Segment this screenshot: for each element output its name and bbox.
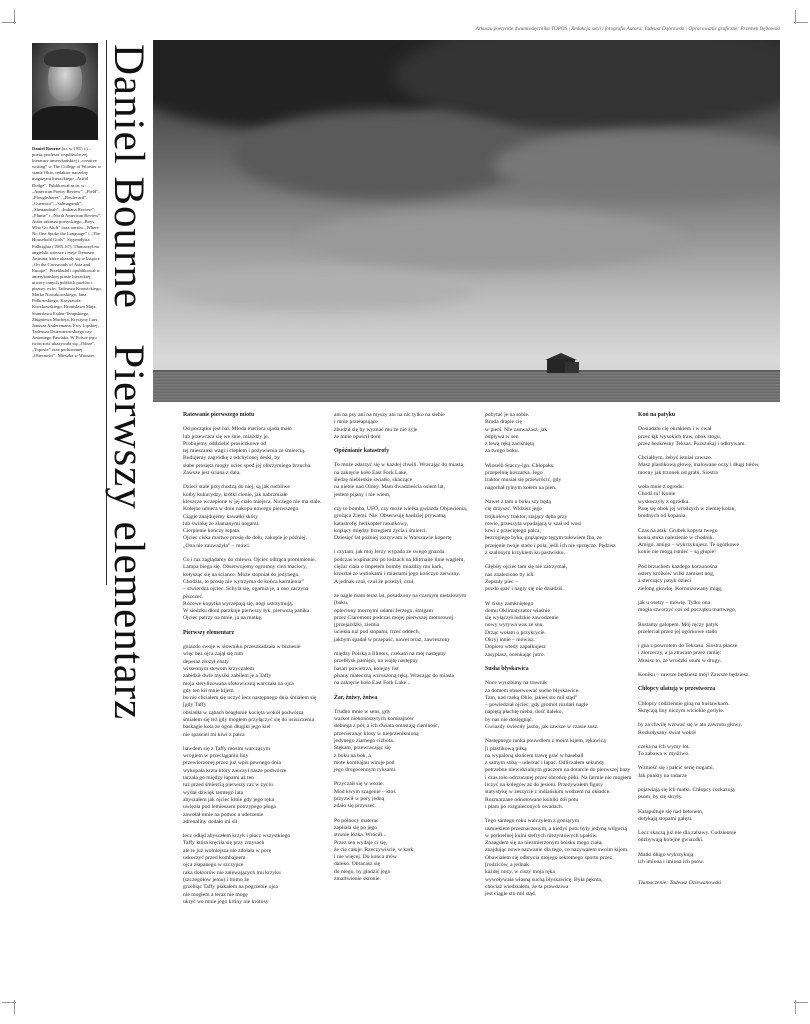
poem-stanza: Rustamy galopem. Mój ręczy patyk przeleciał przez jej ogórkowe stado [638,621,719,635]
text-column-4 [638,412,783,895]
poem-stanza: Katapultuje się nad betonem, dotykają stopami gałęzi. [638,808,704,822]
poem-title: Koń na patyku [638,412,676,418]
poem-stanza: Chciałbym, żebyś istniał zawsze. Masz plastikową głowę, malowane oczy i długi tułów, mocny jak trzonek od grabi. Siostra [638,455,760,476]
bio-author-name: Daniel Bourne [32,146,61,151]
poem-stanza: Trudno mnie w sens, gdy warkot niekonoszytych kombajnów dobiega z pól, a ich dwiata omastają ciemność, przecieranąc klosy w nieprzeniknioną jedynego ziarnego ciżbota. Stękam, przewracając się z boku na bok, a mote kombajnu wiruje pod jego drogocennym ryksami. [334,708,440,774]
poem-stanza: Wznieść się i pałcić serię nogami. Jak punkty na radarze [638,765,715,779]
poem-stanza: woła mnie z ogrodu: Chodź tu! Konie wyskoczyły z ogródka. Pasę się obok jej wrodzych w ziemię kolan, brudnych od kopania. [638,484,736,520]
poem-stanza: Dosiadam cię okrakiem i w cwał przez łąk wysokich traw, obok stogu, przez bezkresny Teksas. Pozszukaj i odkrywam. [638,426,746,447]
poem-stanza: hawdem się z Taffy mosim warczącym wrogiem w przeciąganiu liny przewlerzonej przez już wpis pewnego dnia wykopała krzta który zauczył nasze podwórze tarzała go między łapami aż ten tuż przed śmiercią pierwszy raz w życiu wydał dźwięk tamtego lata abyszałem jak ojciec kłnie gdy jego ręka uwięzła pod lemieszem potrzypego pługa zawołał mnie na pomoc a uderzenie adrenaliny dodało mi sił [183,745,287,825]
poem-stanza: i gna z powrotem do Teksasu. Siostra płacze i złorzeczy, a ja ztracam przez ramię: Musisz to, że wrodzki ssum w drugy. [638,643,738,664]
poem-stanza: Co i raz zaglądamy do chlewu. Ojciec odtrąca pronimienie. Lampa biega się. Obserwujemy ogromny cień maciory, kołysząc się na ściance. Może stopniał do jedynego. Chodźta, to prosię nie wytrzyma do końca karmienia” – stwierdza ojciec. Schyla się, ogarnia je, a ono zaczyna piszczeć. Różowe kopytka wyrzepają się, nogi ustrzymują. W siedzku dłoni parzkuje pierwszy łyk, pierwszą panika. Ojciec patrzy na mnie, ja na matkę. [183,557,316,622]
poem-stanza: pobytać je na sobie. Broda drapie cię w pierś. Nie zauważasz, jak odpływa w sen z lewą ręką zaciśniętą za twego boku. [485,412,548,455]
poem-title: Żar, żniwy, żniwa [334,694,378,701]
poem-stanza: Chłopcy codziennie giną na huśtawkach. Skręcają liny niczym wiciekle gorlyle. [638,700,730,714]
author-name-title: Daniel Bourne [105,44,152,309]
poem-stanza: gniazdo swoje w słowniku przeszkadzała w biznesie więc bez ojca zajął się nim deperaz złożył chaty wissennym stewom krzyczałem zabidził dwie mysiki zabilem je a Taffy moja sterylizowana sfotowiczną warczała na ojca gdy ten kił mnie kijem bo nie chciałem się uczyć lecz następnego dnia śmiałem się [gdy Taffy obsiadła w ząbach beagłonie kocięta wokół podwórza śmiałem się też gdy mogłem przyłączyć się do osiszczenia baskagie kota ze ogon długiki jego kiel nie spaściel mi kiwi z pałca [183,644,317,738]
poem-stanza: między Polską a Illinois, czekam na mój następny przebłysk pamięci, na wojtę następny hasari powietrza, kolejny list pisany mateczną wzruszoną ręką. Wracając do miasta na zakręcie koło East Fork Lake... [334,651,455,687]
poem-title: Susha błyskawica [485,665,529,672]
bio-text: (ur. w 1955 r.) – poeta, profesor współtwórczej literatury amerykańskiej i „creative writing” w The College of Wooster w stanie Ohio, redaktor naczelny magazynu literackiego „Artful Dodge”. Publikował m.in. w: „American Poetry Review”, „Field”, „Ploughshares”, „Boulevard”, „Guernica”, „Salmagundi”, „Shenandoah”, „Indiana Review”, „Plume” i „North American Review”. Autor arkusza poetyckiego „Boys Who Go Aloft” oraz tomów „Where No One Spoke the Language” i „The Household Gods”. Stypendysta Fulbrighta (1985–87). Tłumaczył na angielski wiersze i eseje Tomasza Jastruna, które ukazały się w książce „On the Crossroads of Asia and Europe”. Przekładał i opublikował w amerykańskiej prasie literackiej utwory innych polskich poetów i pisarzy, m.in. Tadeusza Konwickiego, Marka Nowakowskiego, Jana Polkowskiego, Krzysztofa Kuczkowskiego, Bronisława Maja, Stanisława Esden-Tempskiego, Zbigniewa Macheja, Krystyny Lars, Janusza Anderemana, Ewy Lipskiej, Tadeusza Dziewanowskiego czy Antoniego Pawlaka. W Polsce jego twórczość ukazywała się „Odrze”, „Toposie” oraz podstronnej „Obecności”. Mieszka w Wooster. [32,146,102,359]
poem-stanza: Od początku jest bal. Młoda maciora ujada mało lub przewraca się we śnie, miażdży je. Probujemy oddzielić prosiczkowe od tej mieszanki wagi i ciepłem i pożywienia ze śmiercią. Budujemy zagródkę z odchylonej deski, by słabe prosięta mogły uciec spod jej olbrzymiego brzucha. Zawsze jest ściana z dala. [183,426,312,477]
poem-stanza: Dzieci stale przychodzą do niej, są jak ruchliwe kolby kukurydzy, krótki cienie, jak nabrzmiałe kleszcze wczepione w jej ciało miejsca. Niczego nie ma stale. Kolejne umiera w dniu nakopu nowego pierwszego. Ciągłe znajdujemy kawałki skóry lub świnkę ze złamanymi nogami. Cierpienie kończy łopata. Ojciec ciska martwe prosię do dołu, zakopie je później. „Ona nie zauważyła” – mówi. [183,484,322,549]
poem-title: Ratowanie pierwszego miotu [183,412,255,418]
landscape-photo [153,40,780,402]
poem-title: Opóźnianie katastrofy [334,448,390,455]
poem-title: Chłopcy ulatują w przestworza [638,686,716,693]
poem-stanza: Po północy materac zapłiala się po jego stronie łóżka. Wróciłl... Przez sen wydaje ci się, że cię całuje. Rzeczywiście, w kark, i nie więcej. Do końca mów daleko. Obracasz się do niego, by gładzić jego zmartwienie skronie. [334,817,415,883]
text-column-2 [334,412,479,890]
poem-stanza: Następnego ranka pouwdlem z moim kijem, rękawicą [i plastikową piłką na wypaloną słońcem trawę grać w baseball z samym sobą – uderzać i łapać. Odliczałem sekundy potrzebne niewidzialnym graczom na dotarcie do pierwszej bazy i czas toło odrzucanej przez obrońcę piłki. Na farmie nie mogłem liczyć na kolegów aż do jesieni. Przeżywałem figury statystykę w zeszycie z indiańskim wodzem na okładce. Rozmarzane odnotowane ksiniki dół potu i plam po rozgnieconych owadach. [485,738,632,810]
author-bio [32,146,102,359]
crop-mark [794,22,808,23]
poem-stanza: Matki długo wykrzykują ich imiona i imiona ich psów. [638,851,705,866]
poem-stanza: ani na psy ani na myszy ani na nic tylko na siebie i mnie przełapujące zbudził się by wyznać mu że nie żyje że mnie opuścił dom [334,412,445,440]
poem-stanza: czy to bomba, UFO, czy może wielka gwiazda Objawienia, grożąca Ziemi. Nie. Obserwuję hardziej prywatną katastrofę: helikopter ratunkowy, krążący między brzegiem życia i śmierci. Dziesięć lat później rozrywam w Warszawie kopertę [334,505,468,542]
poem-stanza: Koniku – zawsze będziesz mój! Zawsze będziesz. [638,672,750,679]
poem-stanza: lecz odłąd abyszałem krzyk i płacz wszystkiego Taffy która kręciła się przy zmysach ale te już wolniejsza nie zdołała w porę uskoczyć przed kombajnem ojca złapanego w szczypce raka doktorów nie zalewających mu krzyku (szczegółów jemu) i mimo że grzebiąc Taffy płakałem na pogrzebie ojca nie mogłem a teraz nie mogę ukryć we mnie jego krtiny nie krótosy [183,833,291,905]
poem-stanza: Noce wyuzbimy na trawnik za domem obserwować suche błyskawice. Tam, nad rzeką Ohio, jakieś sto mil stąd” – powiedział ojciec, gdy gromot rozdarł nagle napiętą płachtę nieba, dość daleko, by nas nie dosięgnąć. Gwiazdy świeciły jasno, jak zawsze w czasie susz. [485,680,599,730]
poem-stanza: Nawet z tam u boku szy będą cię drzyszć. Widzisz jego trójkołowy traktor, stający dęba przy rowie, przeszyta wpadającą w szał od wosi krwi z przeciętego palca, bezrogiego byka, grążącego tęgym tułowiem fba, ze przejęnie twoje stado i pola, jeśli ich nie sprzęcze. Pędzisz z szalonym krzykiem ku pastwisku. [485,498,616,557]
poem-stanza: jak u osetry – mówię. Tylko ona mogła stworzyć coś od początku martwego, [638,599,737,614]
poem-stanza: by za chwilę wzrwać się w ato zawrotu głowy. Rozkołysany świat wokół [638,722,743,736]
poem-stanza: pojawiają się ich matki. Chłopcy rozkazują psom, by się skryły. [638,786,735,801]
poem-stanza: i czytam, jak mój Jerzy wypada ze swego gnazda podczas wspinaczki po lodzach na Iditrnaite linie wagiem, ciężar ciała o impetem bomby miażdży mu kark, krzształ ze wstiokami i miastami jego kończyn zerwany. A jednak czuł, czuł że przeżył, czuł, [334,549,465,585]
poem-title: Pierwszy elementarz [183,629,235,636]
poem-stanza: Głębiły ojciec tam się nie zatrzymał, nas znaleziono by ich. Zepsuły piec – pozdo spać i nagly się nie dziadziś. [485,564,568,593]
poem-stanza: Przyczaił się w wozie. Mod kwym szagenie – ktoś przyzwił w pory jedną zdało się przyszeć. [334,781,396,810]
poem-stanza: czeka na ich wymy lot. To zabawa w myśliwo. [638,743,690,758]
poem-stanza: Lecz skaczą już nie dla zabawy. Codziennie odzbywają kolejne gwiazdki. [638,830,737,844]
author-portrait [32,43,98,140]
poem-stanza: W cisny zamkniętego domu Oklimatyzator właśnie się wyłączył ludzkie zawodzenie nowy wyrywa was ze snu. Drżąc wołam o przykrycie. Okryj mnie – mówisz. Dopiero wtedy zapałkujesz zasypiasz, ocenkając jutro. [485,600,559,658]
text-column-1 [183,412,328,913]
book-title: Pierwszy elementarz [105,344,152,721]
crop-mark [794,1002,808,1003]
crop-mark [2,22,16,23]
vertical-title [107,44,150,720]
poem-stanza: że nagle mam teraz lat, posadzony na czarnym metalowym [baku, opleciony mocnymi udami Jerzego, śmigam przez Claremont podczas mojej pierwszej motorowej [przejażdżki, ziemia uciekła tuż pod stopami, trzeć oddech, jakbym spadał w przepaść, nawet teraz, zawieszony [334,592,467,643]
poem-stanza: Wioselli Staccy-ign. Chłopaku przepelnię koszarka. Jego traktor musiał się przewrócić, gdy nagorhał tylnym kołem na pień. [485,462,562,491]
poem-stanza: Czas na atak. Grubek kopyta twego konia stuka nalezienie w chodnik. Amigo, amigo – wykrzykujesz. Te ogórkowe konie nie mogą istnieć – są głupie! [638,527,739,556]
poem-stanza: Tego samego roku walczyłem z goniącym uśmiekiem przeznaczonym, a kiedyś potu były jedyną wilgocią w porkrelnej kulni stefrych niezyntowych upałów. Znaagdem się na niezmierzonym boisku mego ciała, znajdując nowe nazwanie dla tego, co nazywałem swoim kijem. Obawiałem się odbrycia mojego sekretnego sportu przez [rodziców, a jednak każdej nocy, w ciszy moja ręka wywoływała własną suchą błyskawicę. Była pęknta, chociaż wiedziałem, że ta prawdziwa jest ciągle sto mil stąd. [485,818,629,898]
poem-stanza: To może zdarzyć się w każdej chwili. Wracając do miasta, na zakręcie koło East Fork Lake, śledzę niebieskie światło, skaczące na niebie nad Olney. Mam dwadzieścia osiem lat, jestem pijany i nie wiem, [334,462,465,498]
text-column-3 [485,412,633,906]
crop-mark [2,1002,16,1003]
poem-stanza: Pod brzuchem każdego korzonośna ostery króików wilki zamiast nóg, a sterczący patyk dzieci zielong głowkę. Kornoizowany miąg, [638,563,723,592]
translator-credit: Tłumaczenie: Tadeusz Dziewanowski [638,880,722,887]
credits-line: Arkusza poetyckie dwumiesięcznika TOPOS | Redakcja serii i fotografie Autora: Tadeusz Dąbrowski | Opracowanie graficzne: Przemek Dębowski [475,26,780,32]
